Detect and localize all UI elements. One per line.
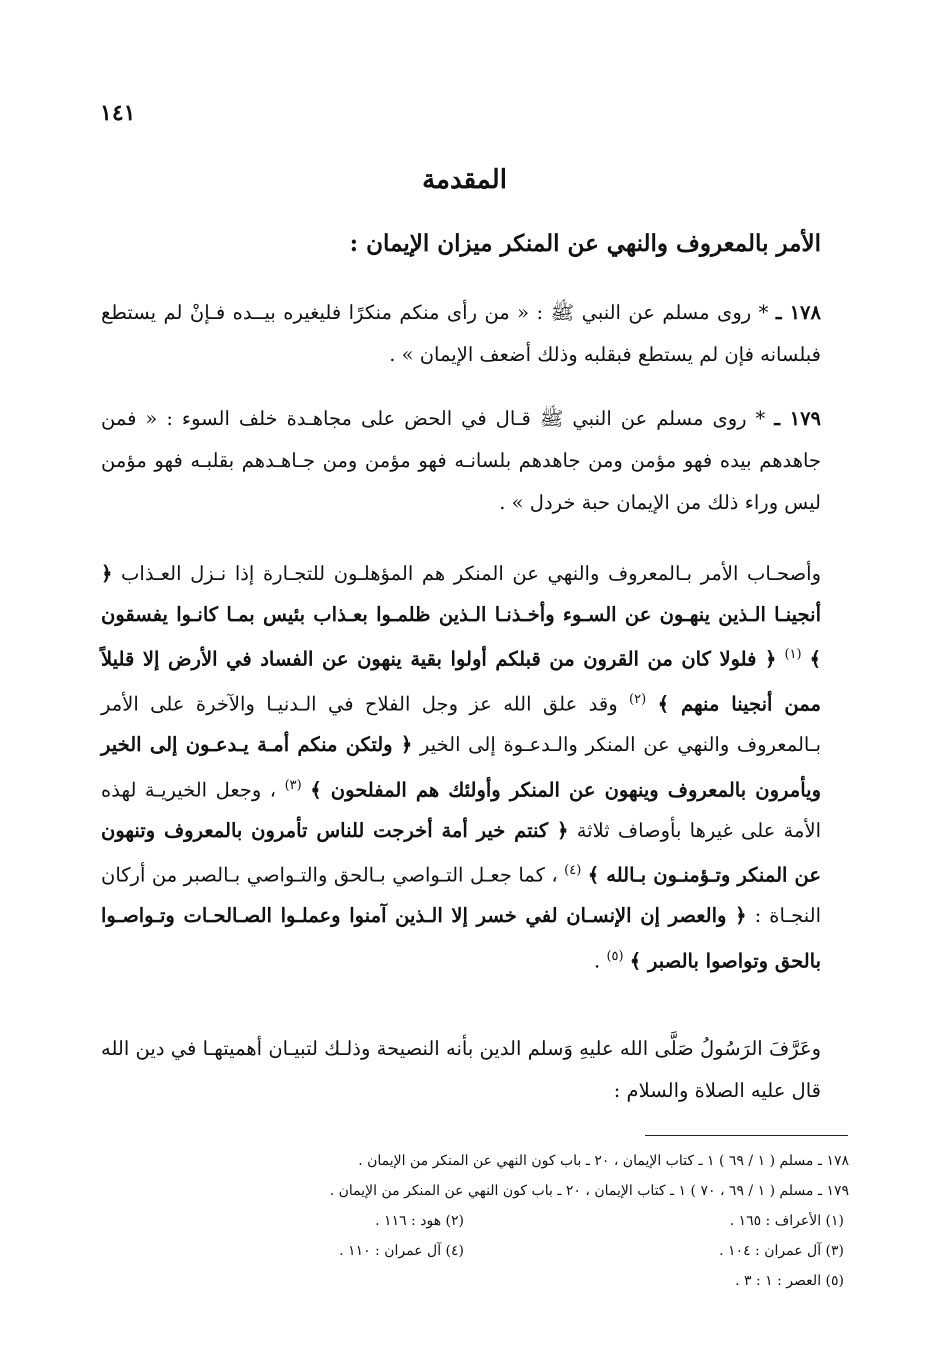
- footnote-1: (١) الأعراف : ١٦٥ .: [729, 1213, 844, 1229]
- section-title: المقدمة: [422, 165, 507, 195]
- hadith-179: [101, 398, 821, 524]
- footnote-ref-4: (٤): [564, 863, 582, 878]
- footnote-ref-5: (٥): [606, 948, 624, 964]
- footnote-3: (٣) آل عمران : ١٠٤ .: [719, 1243, 844, 1259]
- quran-verse-2: ﴿ فلولا كان من القرون من قبلكم أولوا بقية ينهون عن الفساد في الأرض إلا قليلاً ممن أنجينا منهم ﴾: [101, 647, 821, 716]
- footnote-ref-3: (٣): [284, 777, 302, 793]
- quran-verse-1: ﴿ أنجينـا الـذين ينهـون عن السـوء وأخـذنـا الـذين ظلمـوا بعـذاب بئيس بمـا كانـوا يفسقون ﴾: [101, 562, 821, 671]
- quran-verse-4: ﴿ كنتم خير أمة أخرجت للناس تأمرون بالمعروف وتنهون عن المنكر وتـؤمنـون بـالله ﴾: [101, 818, 822, 887]
- footnote-ref-1: (١): [784, 647, 802, 662]
- footnote-ref-2: (٢): [629, 692, 647, 707]
- para1-text-5: .: [594, 949, 601, 972]
- footnote-divider: [645, 1135, 848, 1136]
- para1-text-1: وأصحـاب الأمر بـالمعروف والنهي عن المنكر هم المؤهلـون للتجـارة إذا نـزل العـذاب: [121, 562, 821, 585]
- hadith-179-number: ١٧٩ ـ: [774, 407, 822, 430]
- quran-verse-3: ﴿ ولتكن منكم أمـة يـدعـون إلى الخير ويأمرون بالمعروف وينهون عن المنكر وأولئك هم المفلحون ﴾: [101, 733, 822, 801]
- para1-text-3: ، وجعل الخيريـة لهذه الأمة على غيرها بأوصاف ثلاثة: [101, 778, 821, 842]
- para1-text-2: وقد علق الله عز وجل الفلاح في الـدنيـا والآخرة على الأمر بـالمعروف والنهي عن المنكر والـدعـوة إلى الخير: [101, 692, 821, 756]
- hadith-179-text: * روى مسلم عن النبي ﷺ قـال في الحض على مجاهـدة خلف السوء : « فمن جاهدهم بيده فهو مؤمن ومن جاهدهم بلسانـه فهو مؤمن ومن جـاهـدهم بقلبـه فهو مؤمن ليس وراء ذلك من الإيمان حبة خردل » .: [101, 407, 821, 514]
- hadith-178: [101, 292, 821, 376]
- footnote-178: ١٧٨ ـ مسلم ( ١ / ٦٩ ) ١ ـ كتاب الإيمان ، ٢٠ ـ باب كون النهي عن المنكر من الإيمان .: [358, 1153, 849, 1169]
- footnotes: [89, 1146, 849, 1296]
- hadith-178-number: ١٧٨ ـ: [775, 301, 821, 324]
- footnote-179: ١٧٩ ـ مسلم ( ١ / ٦٩ ، ٧٠ ) ١ ـ كتاب الإيمان ، ٢٠ ـ باب كون النهي عن المنكر من الإيمان .: [329, 1183, 849, 1199]
- paragraph-enjoining-good: [101, 554, 821, 982]
- paragraph-advice: وعَرَّفَ الرَسُولُ صَلَّى الله عليهِ وَسلم الدين بأنه النصيحة وذلـك لتبيـان أهميتهـا في دين الله قال عليه الصلاة والسلام :: [101, 1037, 821, 1102]
- para1-text-4: ، كما جعـل التـواصي بـالحق والتـواصي بـالصبر من أركان النجـاة :: [101, 863, 821, 927]
- footnote-5: (٥) العصر : ١ : ٣ .: [735, 1273, 844, 1289]
- footnote-2: (٢) هود : ١١٦ .: [375, 1213, 464, 1229]
- page-number: ١٤١: [100, 100, 136, 126]
- footnote-4: (٤) آل عمران : ١١٠ .: [339, 1243, 464, 1259]
- subheading: الأمر بالمعروف والنهي عن المنكر ميزان الإيمان :: [349, 230, 821, 257]
- hadith-178-text: * روى مسلم عن النبي ﷺ : « من رأى منكم منكرًا فليغيره بيــده فـإنْ لم يستطع فبلسانه فإن لم يستطع فبقلبه وذلك أضعف الإيمان » .: [101, 301, 821, 366]
- footnote-grid: [89, 1206, 849, 1296]
- quran-verse-5: ﴿ والعصر إن الإنسـان لفي خسر إلا الـذين آمنوا وعملـوا الصـالحـات وتـواصـوا بالحق وتواصوا بالصبر ﴾: [101, 904, 821, 972]
